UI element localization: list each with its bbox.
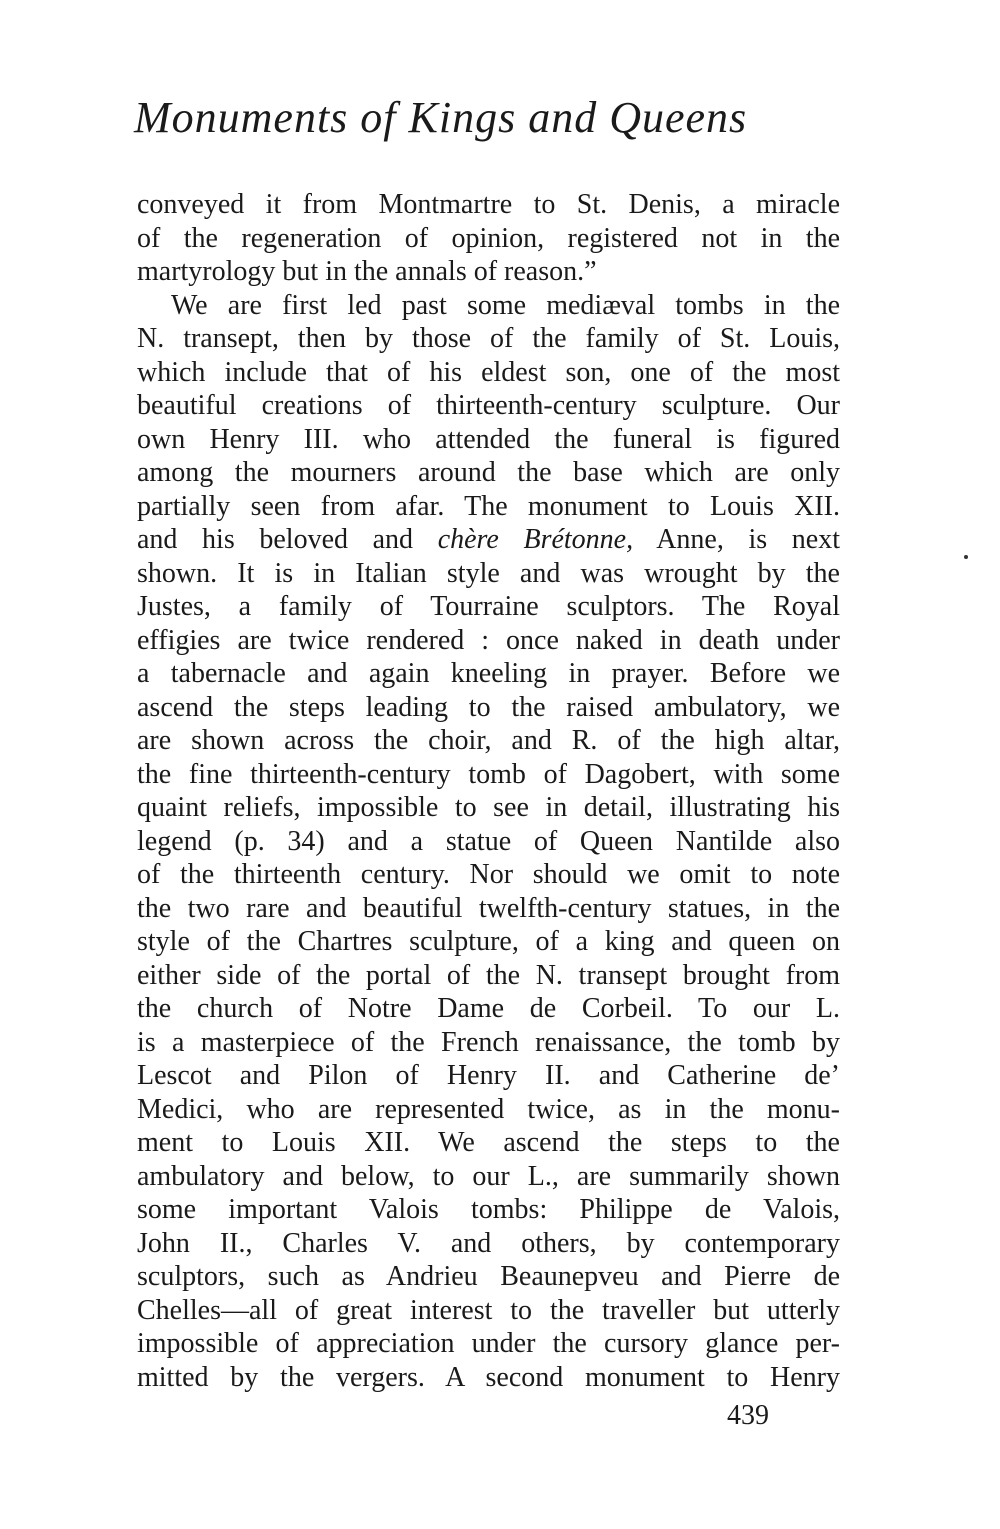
text-line: John II., Charles V. and others, by contemporary — [137, 1227, 840, 1259]
text-line: quaint reliefs, impossible to see in detail, illustrating his — [137, 792, 840, 823]
text-line: of the thirteenth century. Nor should we omit to note — [137, 859, 840, 890]
text-line: the church of Notre Dame de Corbeil. To our L. — [137, 993, 840, 1024]
text-line: martyrology but in the annals of reason.” — [137, 256, 597, 287]
text-line: the two rare and beautiful twelfth-century statues, in the — [137, 892, 840, 924]
text-line: sculptors, such as Andrieu Beaunepveu and Pierre de — [137, 1261, 840, 1292]
text-line: beautiful creations of thirteenth-century sculpture. Our — [137, 390, 840, 421]
text-line: some important Valois tombs: Philippe de Valois, — [137, 1194, 840, 1225]
text-line: either side of the portal of the N. transept brought from — [137, 959, 840, 991]
text-line: among the mourners around the base which are only — [137, 457, 840, 488]
text-line: conveyed it from Montmartre to St. Denis, a miracle — [137, 189, 840, 220]
page-number: 439 — [727, 1400, 769, 1431]
text-line: the fine thirteenth-century tomb of Dagobert, with some — [137, 758, 840, 790]
running-head-title: Monuments of Kings and Queens — [134, 93, 748, 142]
text-line: are shown across the choir, and R. of the high altar, — [137, 725, 840, 756]
text-segment: and his beloved and — [137, 524, 414, 555]
text-line: Chelles—all of great interest to the traveller but utterly — [137, 1294, 840, 1326]
text-line — [137, 523, 840, 557]
italic-phrase: chère Brétonne, — [437, 524, 634, 555]
text-line: effigies are twice rendered : once naked in death under — [137, 624, 840, 656]
text-line: Justes, a family of Tourraine sculptors. The Royal — [137, 591, 840, 622]
text-line: mitted by the vergers. A second monument to Henry — [137, 1361, 840, 1393]
text-line: Medici, who are represented twice, as in the monu- — [137, 1093, 840, 1125]
text-line: N. transept, then by those of the family of St. Louis, — [137, 323, 840, 354]
text-line: impossible of appreciation under the cursory glance per- — [137, 1328, 840, 1359]
text-line: style of the Chartres sculpture, of a king and queen on — [137, 926, 840, 957]
text-line: which include that of his eldest son, one of the most — [137, 356, 840, 388]
text-line: of the regeneration of opinion, registered not in the — [137, 222, 840, 254]
body-text — [137, 188, 840, 1394]
text-line: shown. It is in Italian style and was wrought by the — [137, 557, 840, 589]
text-line: We are first led past some mediæval tombs in the — [171, 289, 840, 321]
text-line: ambulatory and below, to our L., are summarily shown — [137, 1160, 840, 1192]
text-line: own Henry III. who attended the funeral is figured — [137, 423, 840, 455]
text-line: partially seen from afar. The monument to Louis XII. — [137, 490, 840, 522]
text-line: ment to Louis XII. We ascend the steps to the — [137, 1127, 840, 1158]
text-line: ascend the steps leading to the raised ambulatory, we — [137, 691, 840, 723]
text-line: Lescot and Pilon of Henry II. and Catherine de’ — [137, 1060, 840, 1091]
text-line: legend (p. 34) and a statue of Queen Nantilde also — [137, 825, 840, 857]
text-line: a tabernacle and again kneeling in prayer. Before we — [137, 658, 840, 689]
scan-speck — [964, 555, 968, 559]
text-segment: Anne, is next — [656, 524, 840, 555]
text-line: is a masterpiece of the French renaissance, the tomb by — [137, 1026, 840, 1058]
